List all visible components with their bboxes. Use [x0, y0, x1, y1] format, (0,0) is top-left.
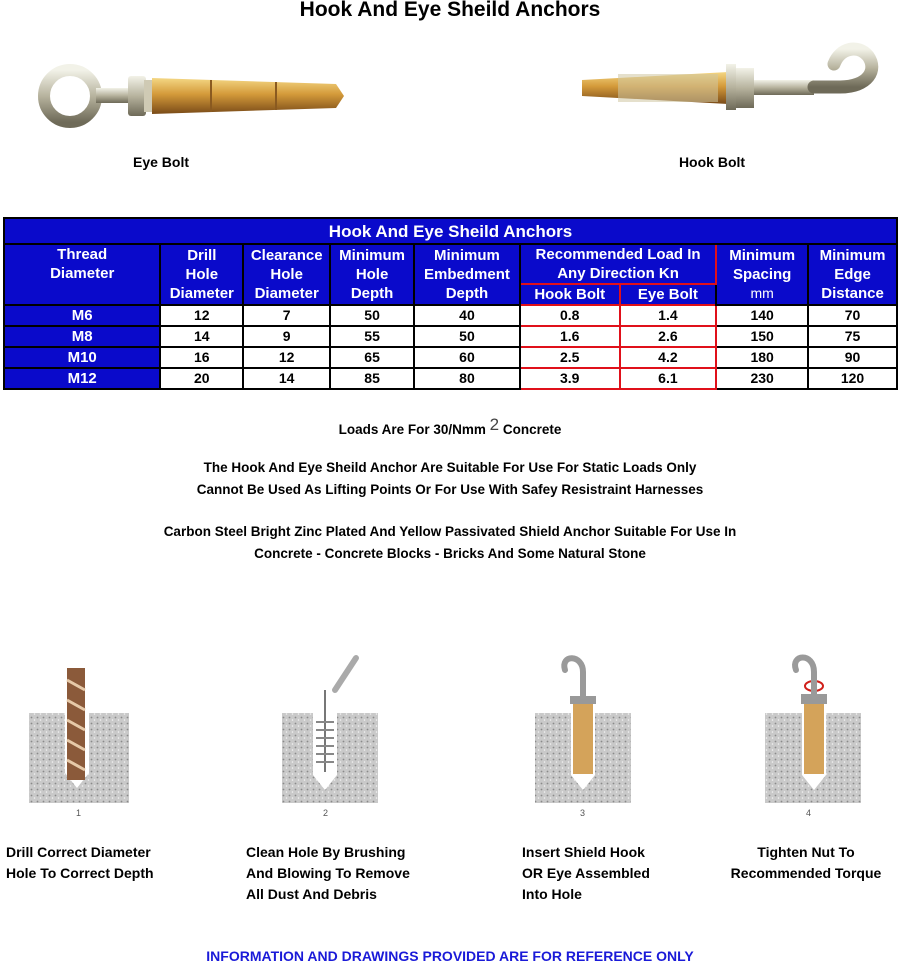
material-note: Carbon Steel Bright Zinc Plated And Yellow Passivated Shield Anchor Suitable For Use In Concrete - Concrete Blocks - Bricks And Some Natural Stone	[163, 524, 737, 561]
cell-embed: 50	[414, 326, 520, 347]
cell-thread: M8	[4, 326, 160, 347]
spec-table	[3, 217, 898, 390]
reference-disclaimer: INFORMATION AND DRAWINGS PROVIDED ARE FOR REFERENCE ONLY	[206, 948, 694, 964]
cell-thread: M6	[4, 305, 160, 326]
cell-spacing: 150	[716, 326, 808, 347]
table-title: Hook And Eye Sheild Anchors	[4, 218, 897, 244]
cell-drill: 20	[160, 368, 243, 389]
step-4-number: 4	[806, 808, 812, 818]
cell-spacing: 180	[716, 347, 808, 368]
cell-eye: 4.2	[620, 347, 717, 368]
cell-thread: M12	[4, 368, 160, 389]
step-2-brush-drawing	[282, 658, 378, 803]
eye-bolt-caption: Eye Bolt	[132, 154, 189, 170]
header-embedment: Minimum Embedment Depth	[414, 244, 520, 305]
cell-depth: 85	[330, 368, 414, 389]
cell-clearance: 9	[243, 326, 330, 347]
eye-bolt-image	[36, 58, 356, 138]
header-edge: Minimum Edge Distance	[808, 244, 897, 305]
cell-clearance: 7	[243, 305, 330, 326]
concrete-note: Loads Are For 30/Nmm $^2$ Concrete	[338, 415, 562, 437]
hook-bolt-caption: Hook Bolt	[678, 154, 746, 170]
table-row	[4, 326, 897, 347]
cell-eye: 1.4	[620, 305, 717, 326]
cell-embed: 40	[414, 305, 520, 326]
installation-steps-illustration	[0, 650, 900, 825]
step-4-caption: Tighten Nut To Recommended Torque	[730, 844, 882, 881]
table-row	[4, 305, 897, 326]
hook-bolt-image	[578, 42, 898, 137]
cell-spacing: 140	[716, 305, 808, 326]
cell-thread: M10	[4, 347, 160, 368]
cell-edge: 90	[808, 347, 897, 368]
cell-hook: 3.9	[520, 368, 620, 389]
step-1-caption: Drill Correct Diameter Hole To Correct Depth	[6, 844, 154, 881]
cell-depth: 55	[330, 326, 414, 347]
cell-hook: 1.6	[520, 326, 620, 347]
header-thread: Thread Diameter	[4, 244, 160, 305]
step-2-caption: Clean Hole By Brushing And Blowing To Remove All Dust And Debris	[246, 844, 410, 902]
cell-depth: 50	[330, 305, 414, 326]
cell-drill: 12	[160, 305, 243, 326]
step-3-insert-drawing	[535, 658, 631, 803]
cell-eye: 6.1	[620, 368, 717, 389]
cell-clearance: 12	[243, 347, 330, 368]
cell-spacing: 230	[716, 368, 808, 389]
table-row	[4, 368, 897, 389]
step-3-caption: Insert Shield Hook OR Eye Assembled Into Hole	[522, 844, 650, 902]
step-1-drill-drawing	[29, 668, 129, 803]
step-1-number: 1	[76, 808, 82, 818]
static-load-note: The Hook And Eye Sheild Anchor Are Suitable For Use For Static Loads Only Cannot Be Used As Lifting Points Or For Use With Safey Resistraint Harnesses	[196, 460, 704, 497]
cell-hook: 0.8	[520, 305, 620, 326]
header-hook-bolt: Hook Bolt	[520, 284, 620, 305]
step-4-tighten-drawing	[765, 658, 861, 804]
header-drill: Drill Hole Diameter	[160, 244, 243, 305]
page-title: Hook And Eye Sheild Anchors	[299, 0, 601, 21]
cell-embed: 80	[414, 368, 520, 389]
cell-embed: 60	[414, 347, 520, 368]
header-spacing: Minimum Spacing mm	[716, 244, 808, 305]
cell-edge: 75	[808, 326, 897, 347]
cell-edge: 120	[808, 368, 897, 389]
cell-drill: 16	[160, 347, 243, 368]
step-2-number: 2	[323, 808, 329, 818]
cell-hook: 2.5	[520, 347, 620, 368]
header-eye-bolt: Eye Bolt	[620, 284, 717, 305]
header-recommended-load: Recommended Load In Any Direction Kn	[520, 244, 716, 284]
header-clearance: Clearance Hole Diameter	[243, 244, 330, 305]
cell-edge: 70	[808, 305, 897, 326]
cell-depth: 65	[330, 347, 414, 368]
cell-drill: 14	[160, 326, 243, 347]
step-3-number: 3	[580, 808, 586, 818]
table-row	[4, 347, 897, 368]
header-min-depth: Minimum Hole Depth	[330, 244, 414, 305]
cell-clearance: 14	[243, 368, 330, 389]
cell-eye: 2.6	[620, 326, 717, 347]
